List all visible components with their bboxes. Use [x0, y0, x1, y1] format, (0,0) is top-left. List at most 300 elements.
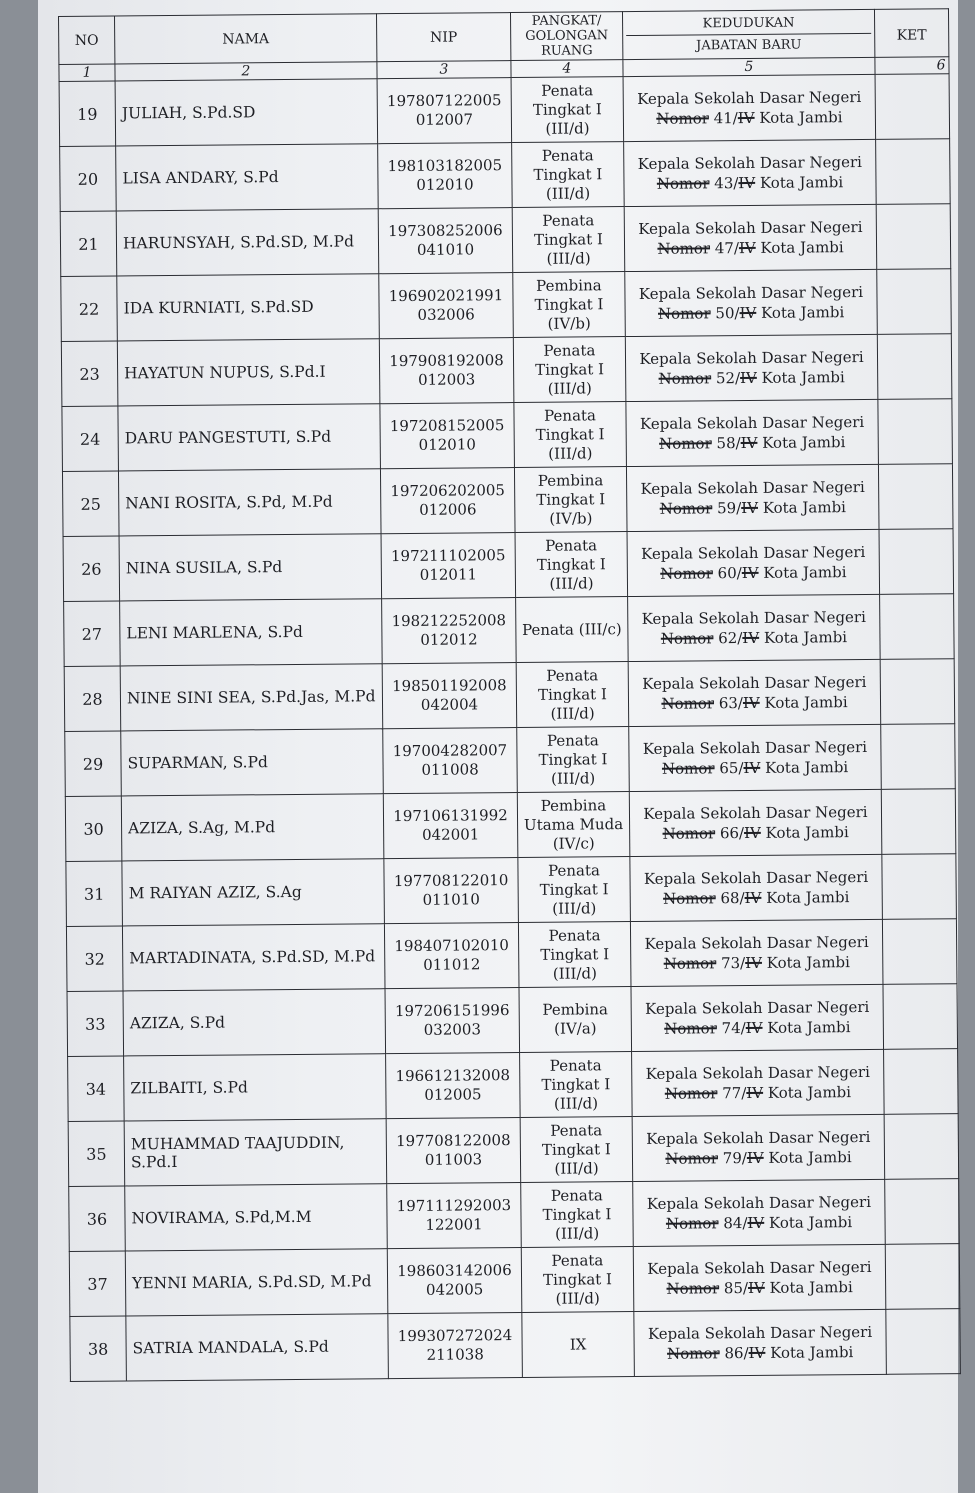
- new-position: [627, 529, 880, 596]
- employee-rank: [520, 1117, 633, 1183]
- city-name: Kota Jambi: [760, 238, 844, 257]
- struck-nomor: Nomor: [661, 694, 715, 713]
- employee-name: NANI ROSITA, S.Pd, M.Pd: [118, 469, 381, 536]
- nip-line1: 197308252006: [388, 221, 503, 241]
- rank-line2: Tingkat I: [541, 1139, 611, 1159]
- employee-rank: [511, 77, 624, 143]
- city-name: Kota Jambi: [763, 628, 848, 647]
- employee-name: LISA ANDARY, S.Pd: [116, 144, 379, 211]
- new-position: [624, 204, 877, 271]
- school-number: 79: [722, 1149, 742, 1168]
- employee-nip: [386, 1118, 521, 1184]
- rank-line3: (III/d): [550, 703, 595, 723]
- city-name: Kota Jambi: [765, 823, 849, 842]
- nip-line1: 196612132008: [395, 1066, 511, 1086]
- ket-cell: [881, 789, 956, 855]
- rank-line2: Tingkat I: [537, 684, 607, 704]
- new-position: [633, 1244, 886, 1311]
- table-row: [61, 269, 952, 342]
- table-row: [68, 1049, 959, 1122]
- ket-cell: [877, 269, 952, 335]
- position-school: Kepala Sekolah Dasar Negeri: [645, 1062, 870, 1083]
- employee-rank: [521, 1247, 634, 1313]
- rank-line2: Tingkat I: [540, 944, 610, 964]
- position-school: Kepala Sekolah Dasar Negeri: [639, 412, 865, 433]
- rank-line1: Penata: [548, 925, 601, 945]
- nip-line2: 042005: [425, 1280, 484, 1299]
- school-number: 68: [720, 889, 740, 908]
- position-school: Kepala Sekolah Dasar Negeri: [641, 607, 866, 628]
- employee-nip: [377, 78, 512, 144]
- ket-cell: [885, 1244, 960, 1310]
- header-kedudukan-label: KEDUDUKAN: [626, 15, 871, 36]
- table-row: [59, 74, 950, 147]
- employee-nip: [380, 403, 515, 469]
- rank-line1: Penata: [543, 340, 596, 360]
- struck-nomor: Nomor: [658, 369, 712, 388]
- struck-roman: IV: [743, 823, 761, 843]
- nip-line2: 012003: [417, 370, 476, 389]
- struck-roman: IV: [746, 1083, 764, 1103]
- header-jabatan-baru: JABATAN BARU: [696, 37, 802, 54]
- employee-rank: [514, 467, 627, 533]
- table-row: [70, 1309, 961, 1382]
- position-school: Kepala Sekolah Dasar Negeri: [638, 282, 864, 303]
- table-row: [60, 204, 951, 277]
- school-number: 63: [718, 694, 738, 713]
- school-number: 52: [715, 369, 736, 388]
- nip-line2: 011010: [422, 890, 480, 909]
- school-number: 77: [722, 1084, 742, 1103]
- rank-line1: IX: [569, 1334, 587, 1354]
- new-position: [626, 399, 879, 466]
- ket-cell: [882, 919, 957, 985]
- ket-cell: [880, 659, 955, 725]
- school-number: 86: [724, 1344, 744, 1363]
- employee-name: SATRIA MANDALA, S.Pd: [126, 1314, 389, 1381]
- header-nip: NIP: [376, 13, 510, 62]
- table-row: [65, 724, 956, 797]
- struck-nomor: Nomor: [657, 304, 711, 323]
- struck-roman: IV: [745, 953, 763, 973]
- row-number: 33: [67, 991, 124, 1056]
- struck-nomor: Nomor: [662, 824, 716, 843]
- row-number: 20: [60, 146, 117, 211]
- new-position: [625, 334, 878, 401]
- position-detail: Nomor 74/IV Kota Jambi: [664, 1018, 851, 1038]
- struck-nomor: Nomor: [656, 174, 710, 193]
- row-number: 19: [59, 81, 116, 146]
- struck-nomor: Nomor: [664, 1019, 717, 1038]
- position-school: Kepala Sekolah Dasar Negeri: [642, 672, 867, 693]
- nip-line2: 012010: [416, 175, 474, 194]
- rank-line2: Tingkat I: [533, 229, 603, 249]
- nip-line2: 032003: [423, 1020, 482, 1039]
- city-name: Kota Jambi: [767, 1018, 851, 1037]
- row-number: 32: [66, 926, 123, 991]
- new-position: [628, 594, 881, 661]
- employee-name: M RAIYAN AZIZ, S.Ag: [122, 859, 385, 926]
- nip-line1: 197708122008: [395, 1131, 511, 1151]
- header-ket-label: KET: [896, 27, 927, 44]
- employee-name: MUHAMMAD TAAJUDDIN, S.Pd.I: [124, 1119, 387, 1186]
- employee-name: HAYATUN NUPUS, S.Pd.I: [117, 339, 380, 406]
- ket-cell: [878, 464, 953, 530]
- position-detail: Nomor 85/IV Kota Jambi: [666, 1278, 853, 1298]
- new-position: [628, 659, 881, 726]
- school-number: 50: [715, 304, 735, 323]
- employee-nip: [387, 1183, 522, 1249]
- employee-rank: [515, 532, 628, 598]
- school-number: 84: [723, 1214, 743, 1233]
- employee-name: SUPARMAN, S.Pd: [121, 729, 384, 796]
- employee-rank: [517, 727, 630, 793]
- rank-line1: Penata: [541, 145, 594, 165]
- struck-roman: IV: [741, 498, 759, 518]
- rank-line1: Penata: [543, 405, 597, 425]
- employee-rank: [512, 207, 625, 273]
- header-no: NO: [59, 16, 115, 64]
- rank-line2: Tingkat I: [533, 164, 603, 184]
- employee-name: NINA SUSILA, S.Pd: [119, 534, 382, 601]
- employee-name: ZILBAITI, S.Pd: [124, 1054, 387, 1121]
- struck-roman: IV: [741, 563, 759, 583]
- employee-rank: [514, 402, 627, 468]
- position-detail: Nomor 65/IV Kota Jambi: [661, 758, 849, 778]
- city-name: Kota Jambi: [759, 173, 844, 192]
- employee-nip: [385, 988, 520, 1054]
- nip-line2: 042004: [420, 695, 479, 714]
- city-name: Kota Jambi: [763, 563, 847, 582]
- new-position: [623, 74, 876, 141]
- struck-roman: IV: [737, 108, 755, 128]
- employee-name: DARU PANGESTUTI, S.Pd: [118, 404, 381, 471]
- header-pangkat-line3: RUANG: [541, 43, 593, 59]
- row-number: 29: [65, 731, 122, 796]
- school-number: 60: [717, 564, 737, 583]
- employee-nip: [382, 598, 517, 664]
- ket-cell: [883, 984, 958, 1050]
- rank-line3: (III/d): [546, 248, 591, 268]
- employee-nip: [383, 728, 518, 794]
- new-position: [630, 919, 883, 986]
- rank-line1: Pembina: [536, 275, 602, 295]
- row-number: 37: [69, 1251, 126, 1316]
- struck-roman: IV: [739, 303, 757, 323]
- position-detail: Nomor 60/IV Kota Jambi: [660, 563, 847, 583]
- nip-line2: 011012: [423, 955, 481, 974]
- rank-line2: (IV/a): [554, 1019, 597, 1038]
- rank-line3: (III/d): [545, 118, 590, 138]
- new-position: [632, 1114, 885, 1181]
- position-detail: Nomor 59/IV Kota Jambi: [659, 498, 847, 518]
- position-detail: Nomor 79/IV Kota Jambi: [665, 1148, 852, 1168]
- position-detail: Nomor 66/IV Kota Jambi: [662, 823, 849, 843]
- col-number-5: 5: [623, 57, 875, 76]
- col-number-4: 4: [511, 60, 623, 78]
- nip-line2: 012006: [419, 500, 477, 519]
- rank-line2: Tingkat I: [538, 749, 608, 769]
- struck-nomor: Nomor: [660, 629, 714, 648]
- position-school: Kepala Sekolah Dasar Negeri: [643, 802, 868, 823]
- nip-line2: 011008: [421, 760, 479, 779]
- rank-line3: (IV/b): [549, 508, 593, 528]
- ket-cell: [886, 1309, 961, 1375]
- row-number: 21: [60, 211, 117, 276]
- struck-roman: IV: [742, 628, 760, 648]
- employee-nip: [382, 663, 517, 729]
- header-kedudukan: [622, 9, 874, 59]
- employee-rank: [520, 1052, 633, 1118]
- ket-cell: [877, 334, 952, 400]
- rank-line1: Penata: [545, 535, 598, 555]
- employee-nip: [386, 1053, 521, 1119]
- school-number: 47: [714, 239, 734, 258]
- position-detail: Nomor 43/IV Kota Jambi: [656, 173, 844, 193]
- struck-nomor: Nomor: [665, 1149, 719, 1168]
- struck-roman: IV: [748, 1343, 766, 1363]
- table-row: [64, 659, 955, 732]
- city-name: Kota Jambi: [769, 1278, 853, 1297]
- employee-nip: [379, 338, 514, 404]
- nip-line1: 198407102010: [394, 936, 509, 956]
- employee-rank: [516, 662, 629, 728]
- struck-nomor: Nomor: [663, 954, 717, 973]
- position-detail: Nomor 41/IV Kota Jambi: [656, 108, 843, 128]
- col-number-6: 6: [875, 57, 949, 75]
- new-position: [624, 139, 877, 206]
- new-position: [625, 269, 878, 336]
- nip-line1: 197111292003: [396, 1196, 512, 1216]
- struck-roman: IV: [747, 1278, 765, 1298]
- school-number: 41: [713, 109, 733, 128]
- school-number: 85: [723, 1279, 744, 1298]
- position-detail: Nomor 52/IV Kota Jambi: [658, 368, 845, 388]
- position-school: Kepala Sekolah Dasar Negeri: [639, 347, 864, 368]
- header-pangkat-line2: GOLONGAN: [525, 28, 609, 44]
- rank-line1: Penata: [541, 80, 594, 100]
- header-pangkat-line1: PANGKAT/: [531, 13, 602, 29]
- struck-roman: IV: [738, 173, 756, 193]
- nip-line1: 198212252008: [391, 611, 507, 631]
- table-row: [69, 1244, 960, 1317]
- rank-line3: (III/d): [552, 898, 597, 918]
- nip-line1: 197004282007: [392, 741, 508, 761]
- rank-line1: Penata: [551, 1250, 604, 1270]
- employee-name: YENNI MARIA, S.Pd.SD, M.Pd: [125, 1249, 388, 1316]
- rank-line1: Penata: [550, 1185, 603, 1205]
- nip-line2: 012012: [420, 630, 478, 649]
- position-detail: Nomor 77/IV Kota Jambi: [664, 1083, 852, 1103]
- rank-line1: Penata: [549, 1055, 602, 1075]
- new-position: [634, 1309, 887, 1376]
- employee-nip: [378, 208, 513, 274]
- new-position: [629, 724, 882, 791]
- nip-line2: 012005: [424, 1085, 482, 1104]
- rank-line2: Tingkat I: [535, 424, 605, 444]
- rank-line2: Tingkat I: [532, 99, 602, 119]
- ket-cell: [884, 1049, 959, 1115]
- rank-line3: (III/d): [547, 378, 592, 398]
- struck-roman: IV: [742, 693, 760, 713]
- struck-nomor: Nomor: [663, 889, 716, 908]
- city-name: Kota Jambi: [761, 368, 845, 387]
- ket-cell: [882, 854, 957, 920]
- struck-nomor: Nomor: [659, 434, 712, 453]
- school-number: 62: [718, 629, 738, 648]
- struck-nomor: Nomor: [661, 759, 715, 778]
- table-row: [62, 399, 953, 472]
- new-position: [629, 789, 882, 856]
- struck-roman: IV: [744, 888, 762, 908]
- ket-cell: [876, 204, 951, 270]
- employee-nip: [379, 273, 514, 339]
- struck-roman: IV: [740, 368, 757, 388]
- city-name: Kota Jambi: [764, 693, 848, 712]
- ket-cell: [879, 529, 954, 595]
- nip-line1: 198103182005: [387, 156, 503, 176]
- struck-roman: IV: [738, 238, 756, 258]
- school-number: 73: [720, 954, 741, 973]
- table-row: [60, 139, 951, 212]
- rank-line1: Pembina: [542, 1000, 609, 1019]
- ket-cell: [880, 594, 955, 660]
- position-school: Kepala Sekolah Dasar Negeri: [647, 1257, 872, 1278]
- nip-line1: 197208152005: [389, 416, 505, 436]
- struck-nomor: Nomor: [665, 1214, 719, 1233]
- rank-line1: Penata: [546, 730, 599, 750]
- employee-nip: [383, 793, 518, 859]
- employee-name: JULIAH, S.Pd.SD: [115, 79, 378, 146]
- position-school: Kepala Sekolah Dasar Negeri: [637, 87, 862, 108]
- table-row: [68, 1114, 959, 1187]
- table-row: [66, 854, 957, 927]
- rank-line1: Pembina: [537, 470, 604, 490]
- nip-line1: 198501192008: [392, 676, 507, 696]
- row-number: 28: [64, 666, 121, 731]
- employee-rank: [518, 922, 631, 988]
- position-detail: Nomor 86/IV Kota Jambi: [666, 1343, 854, 1363]
- employee-name: LENI MARLENA, S.Pd: [120, 599, 383, 666]
- city-name: Kota Jambi: [767, 1083, 852, 1102]
- struck-nomor: Nomor: [666, 1344, 720, 1363]
- position-school: Kepala Sekolah Dasar Negeri: [643, 867, 869, 888]
- new-position: [631, 984, 884, 1051]
- new-position: [626, 464, 879, 531]
- nip-line1: 197708122010: [393, 871, 509, 891]
- rank-line3: (III/d): [552, 963, 598, 983]
- row-number: 38: [70, 1316, 127, 1381]
- nip-line1: 197206151996: [394, 1001, 510, 1021]
- rank-line3: (III/d): [553, 1093, 599, 1113]
- ket-cell: [875, 74, 950, 140]
- position-detail: Nomor 68/IV Kota Jambi: [663, 888, 850, 908]
- employee-nip: [381, 533, 516, 599]
- row-number: 27: [64, 601, 121, 666]
- header-pangkat: [510, 12, 622, 61]
- position-school: Kepala Sekolah Dasar Negeri: [646, 1127, 871, 1148]
- school-number: 74: [721, 1019, 741, 1038]
- employee-name: NINE SINI SEA, S.Pd.Jas, M.Pd: [120, 664, 383, 731]
- new-position: [633, 1179, 886, 1246]
- new-position: [632, 1049, 885, 1116]
- nip-line1: 198603142006: [397, 1261, 512, 1281]
- employee-rank: [518, 857, 631, 923]
- struck-roman: IV: [747, 1213, 765, 1233]
- employee-name: MARTADINATA, S.Pd.SD, M.Pd: [122, 924, 385, 991]
- ket-cell: [885, 1179, 960, 1245]
- employee-nip: [384, 858, 519, 924]
- nip-line1: 197106131992: [393, 806, 508, 826]
- position-detail: Nomor 63/IV Kota Jambi: [661, 693, 848, 713]
- table-row: [64, 594, 955, 667]
- struck-roman: IV: [745, 1018, 763, 1038]
- city-name: Kota Jambi: [770, 1343, 854, 1362]
- rank-line3: (III/d): [554, 1223, 600, 1243]
- school-number: 43: [714, 174, 734, 193]
- nip-line2: 012011: [419, 565, 478, 584]
- struck-roman: IV: [746, 1148, 764, 1168]
- rank-line2: Tingkat I: [542, 1204, 612, 1224]
- city-name: Kota Jambi: [760, 303, 845, 322]
- rank-line3: (IV/b): [547, 313, 591, 333]
- employee-name: NOVIRAMA, S.Pd,M.M: [125, 1184, 388, 1251]
- ket-cell: [878, 399, 953, 465]
- employee-nip: [388, 1313, 523, 1379]
- rank-line1: Penata: [550, 1120, 603, 1140]
- table-body: [59, 74, 960, 1382]
- nip-line1: 197807122005: [386, 91, 502, 111]
- employee-name: IDA KURNIATI, S.Pd.SD: [117, 274, 380, 341]
- rank-line1: Penata: [542, 210, 595, 230]
- rank-line2: Tingkat I: [541, 1074, 611, 1094]
- rank-line3: (III/d): [554, 1158, 599, 1178]
- row-number: 25: [62, 471, 119, 536]
- city-name: Kota Jambi: [766, 953, 850, 972]
- nip-line1: 197211102005: [390, 546, 506, 566]
- position-detail: Nomor 62/IV Kota Jambi: [660, 628, 848, 648]
- employee-name: AZIZA, S.Ag, M.Pd: [121, 794, 384, 861]
- nip-line1: 197206202005: [390, 481, 505, 501]
- school-number: 59: [716, 499, 737, 518]
- ket-cell: [876, 139, 951, 205]
- employee-nip: [380, 468, 515, 534]
- employee-name: HARUNSYAH, S.Pd.SD, M.Pd: [116, 209, 379, 276]
- position-detail: Nomor 73/IV Kota Jambi: [663, 953, 850, 973]
- position-school: Kepala Sekolah Dasar Negeri: [637, 152, 862, 173]
- struck-nomor: Nomor: [660, 564, 713, 583]
- employee-rank: [513, 337, 626, 403]
- nip-line2: 041010: [416, 240, 475, 259]
- school-number: 58: [716, 434, 736, 453]
- rank-line3: (III/d): [549, 573, 594, 593]
- table-row: [63, 529, 954, 602]
- table-row: [67, 984, 958, 1057]
- position-detail: Nomor 84/IV Kota Jambi: [665, 1213, 853, 1233]
- row-number: 26: [63, 536, 120, 601]
- rank-line2: Tingkat I: [536, 489, 606, 509]
- ket-cell: [881, 724, 956, 790]
- position-school: Kepala Sekolah Dasar Negeri: [645, 997, 870, 1018]
- rank-line3: (III/d): [548, 443, 593, 463]
- employee-rank: [517, 792, 630, 858]
- nip-line2: 012010: [418, 435, 476, 454]
- employee-nip: [387, 1248, 522, 1314]
- employee-rank: [516, 597, 629, 663]
- ket-cell: [884, 1114, 959, 1180]
- position-school: Kepala Sekolah Dasar Negeri: [647, 1322, 873, 1343]
- nip-line2: 122001: [425, 1215, 483, 1234]
